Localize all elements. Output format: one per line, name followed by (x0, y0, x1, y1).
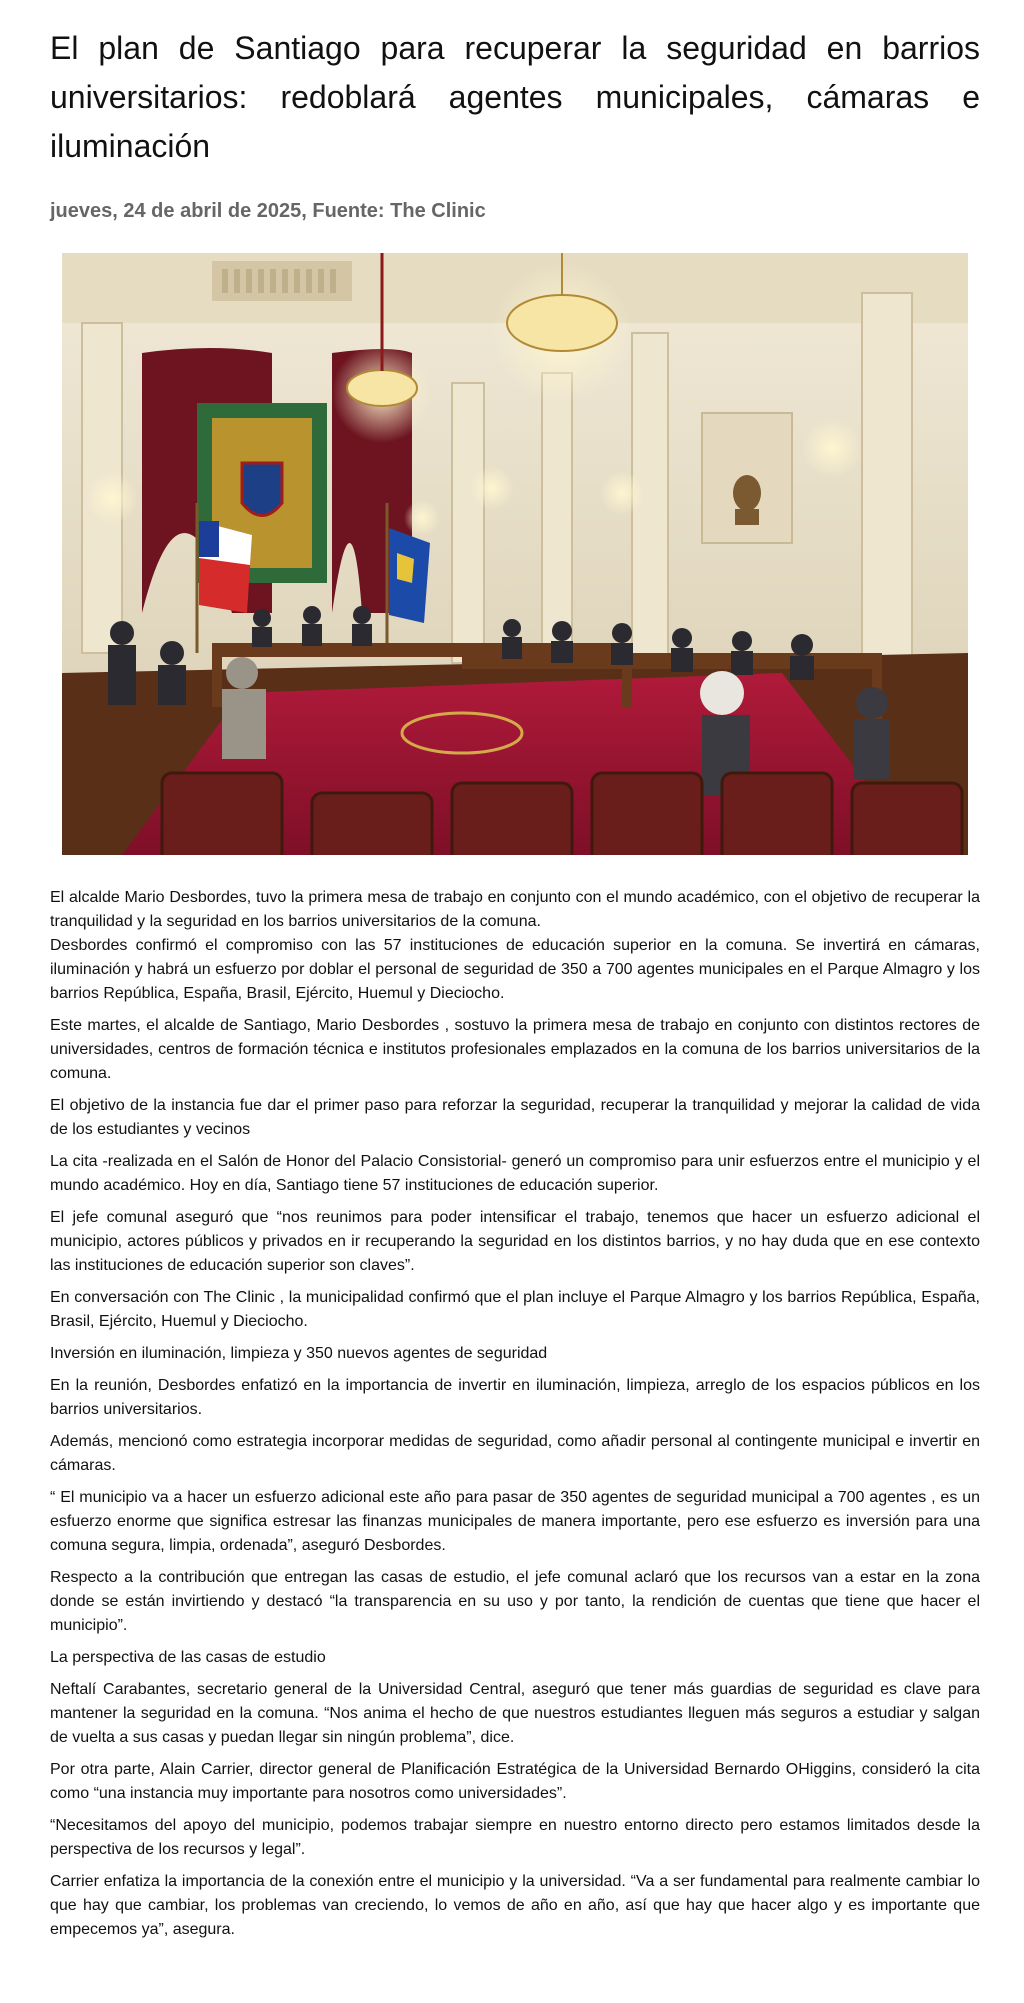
paragraph: El alcalde Mario Desbordes, tuvo la primera mesa de trabajo en conjunto con el mundo académico, con el objetivo de recuperar la tranquilidad y la seguridad en los barrios universitarios de la comuna. (50, 889, 980, 930)
paragraph: Neftalí Carabantes, secretario general de la Universidad Central, aseguró que tener más guardias de seguridad es clave para mantener la seguridad en la comuna. “Nos anima el hecho de que nuestros estudiantes lleguen más seguros a estudiar y salgan de vuelta a sus casas y puedan llegar sin ningún problema”, dice. (50, 1681, 980, 1746)
paragraph: En la reunión, Desbordes enfatizó en la importancia de invertir en iluminación, limpieza, arreglo de los espacios públicos en los barrios universitarios. (50, 1377, 980, 1418)
article-dateline: jueves, 24 de abril de 2025, Fuente: The Clinic (50, 200, 486, 222)
paragraph: Este martes, el alcalde de Santiago, Mario Desbordes , sostuvo la primera mesa de trabajo en conjunto con distintos rectores de universidades, centros de formación técnica e institutos profesionales emplazados en la comuna de los barrios universitarios de la comuna. (50, 1017, 980, 1082)
paragraph: La cita -realizada en el Salón de Honor del Palacio Consistorial- generó un compromiso para unir esfuerzos entre el municipio y el mundo académico. Hoy en día, Santiago tiene 57 instituciones de educación superior. (50, 1153, 980, 1194)
article-title: El plan de Santiago para recuperar la seguridad en barrios universitarios: redoblará agentes municipales, cámaras e iluminación (50, 30, 980, 164)
paragraph: En conversación con The Clinic , la municipalidad confirmó que el plan incluye el Parque Almagro y los barrios República, España, Brasil, Ejército, Huemul y Dieciocho. (50, 1289, 980, 1330)
section-subheading: Inversión en iluminación, limpieza y 350 nuevos agentes de seguridad (50, 1345, 548, 1362)
paragraph: Desbordes confirmó el compromiso con las 57 instituciones de educación superior en la comuna. Se invertirá en cámaras, iluminación y habrá un esfuerzo por doblar el personal de seguridad de 350 a 700 agentes municipales en el Parque Almagro y los barrios República, España, Brasil, Ejército, Huemul y Dieciocho. (50, 937, 980, 1002)
article-photo (62, 253, 968, 855)
paragraph: Respecto a la contribución que entregan las casas de estudio, el jefe comunal aclaró que los recursos van a estar en la zona donde se están invirtiendo y destacó “la transparencia en su uso y por tanto, la rendición de cuentas que tiene que hacer el municipio”. (50, 1569, 980, 1634)
paragraph: El objetivo de la instancia fue dar el primer paso para reforzar la seguridad, recuperar la tranquilidad y mejorar la calidad de vida de los estudiantes y vecinos (50, 1097, 980, 1138)
paragraph: Además, mencionó como estrategia incorporar medidas de seguridad, como añadir personal al contingente municipal e invertir en cámaras. (50, 1433, 980, 1474)
paragraph: “ El municipio va a hacer un esfuerzo adicional este año para pasar de 350 agentes de seguridad municipal a 700 agentes , es un esfuerzo enorme que significa estresar las finanzas municipales de manera importante, pero ese esfuerzo es inversión para una comuna segura, limpia, ordenada”, aseguró Desbordes. (50, 1489, 980, 1554)
paragraph: El jefe comunal aseguró que “nos reunimos para poder intensificar el trabajo, tenemos que hacer un esfuerzo adicional el municipio, actores públicos y privados en ir recuperando la seguridad en los distintos barrios, y no hay duda que en ese contexto las instituciones de educación superior son claves”. (50, 1209, 980, 1274)
article (50, 0, 980, 1950)
article-body (50, 886, 980, 1942)
paragraph: “Necesitamos del apoyo del municipio, podemos trabajar siempre en nuestro entorno directo pero estamos limitados desde la perspectiva de los recursos y legal”. (50, 1817, 980, 1858)
paragraph: Por otra parte, Alain Carrier, director general de Planificación Estratégica de la Universidad Bernardo OHiggins, consideró la cita como “una instancia muy importante para nosotros como universidades”. (50, 1761, 980, 1802)
section-subheading: La perspectiva de las casas de estudio (50, 1649, 326, 1666)
council-hall-photo (62, 253, 968, 855)
paragraph: Carrier enfatiza la importancia de la conexión entre el municipio y la universidad. “Va a ser fundamental para realmente cambiar lo que hay que cambiar, los problemas van creciendo, lo vemos de año en año, así que hay que hacer algo y es importante que empecemos ya”, asegura. (50, 1873, 980, 1938)
